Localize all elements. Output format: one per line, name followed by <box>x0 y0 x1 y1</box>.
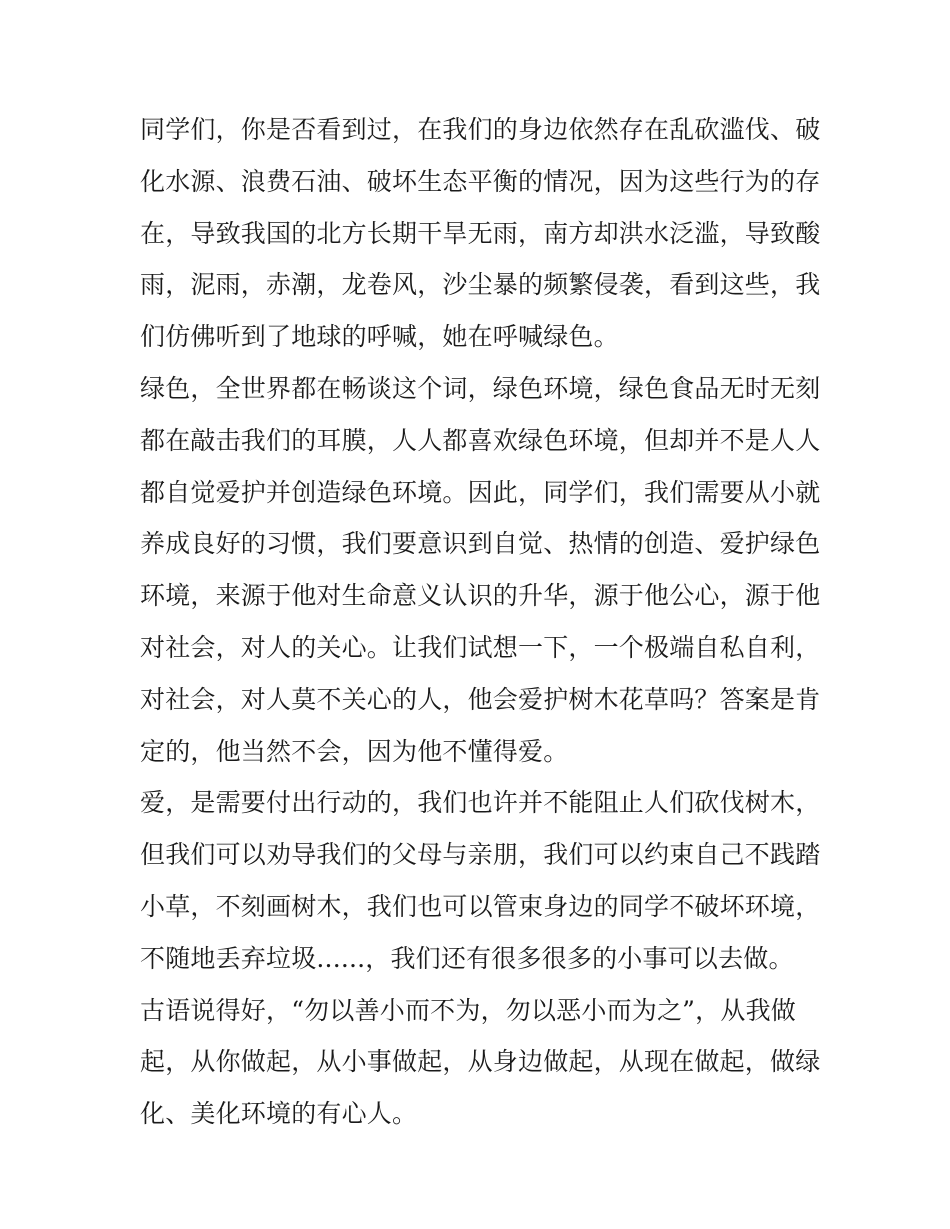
text-line: 都在敲击我们的耳膜，人人都喜欢绿色环境，但却并不是人人 <box>140 425 821 455</box>
text-line: 但我们可以劝导我们的父母与亲朋，我们可以约束自己不践踏 <box>140 840 821 870</box>
text-line: 爱，是需要付出行动的，我们也许并不能阻止人们砍伐树木， <box>140 788 821 818</box>
text-line: 在，导致我国的北方长期干旱无雨，南方却洪水泛滥，导致酸 <box>140 218 821 248</box>
text-line: 对社会，对人莫不关心的人，他会爱护树木花草吗？答案是肯 <box>140 684 821 714</box>
text-line: 古语说得好，“勿以善小而不为，勿以恶小而为之”，从我做 <box>140 995 796 1025</box>
text-line: 都自觉爱护并创造绿色环境。因此，同学们，我们需要从小就 <box>140 477 821 507</box>
text-line: 雨，泥雨，赤潮，龙卷风，沙尘暴的频繁侵袭，看到这些，我 <box>140 270 821 300</box>
text-line: 定的，他当然不会，因为他不懂得爱。 <box>140 736 569 766</box>
document-body <box>140 104 821 1140</box>
text-line: 化、美化环境的有心人。 <box>140 1099 418 1129</box>
text-line: 小草，不刻画树木，我们也可以管束身边的同学不破坏环境， <box>140 891 821 921</box>
text-line: 化水源、浪费石油、破坏生态平衡的情况，因为这些行为的存 <box>140 166 821 196</box>
text-line: 环境，来源于他对生命意义认识的升华，源于他公心，源于他 <box>140 581 821 611</box>
text-line: 起，从你做起，从小事做起，从身边做起，从现在做起，做绿 <box>140 1047 821 1077</box>
text-line: 们仿佛听到了地球的呼喊，她在呼喊绿色。 <box>140 322 619 352</box>
text-line: 对社会，对人的关心。让我们试想一下，一个极端自私自利， <box>140 632 821 662</box>
text-line: 不随地丢弃垃圾......，我们还有很多很多的小事可以去做。 <box>140 943 794 973</box>
text-line: 同学们，你是否看到过，在我们的身边依然存在乱砍滥伐、破 <box>140 115 821 144</box>
text-line: 绿色，全世界都在畅谈这个词，绿色环境，绿色食品无时无刻 <box>140 373 821 403</box>
text-line: 养成良好的习惯，我们要意识到自觉、热情的创造、爱护绿色 <box>140 529 821 559</box>
